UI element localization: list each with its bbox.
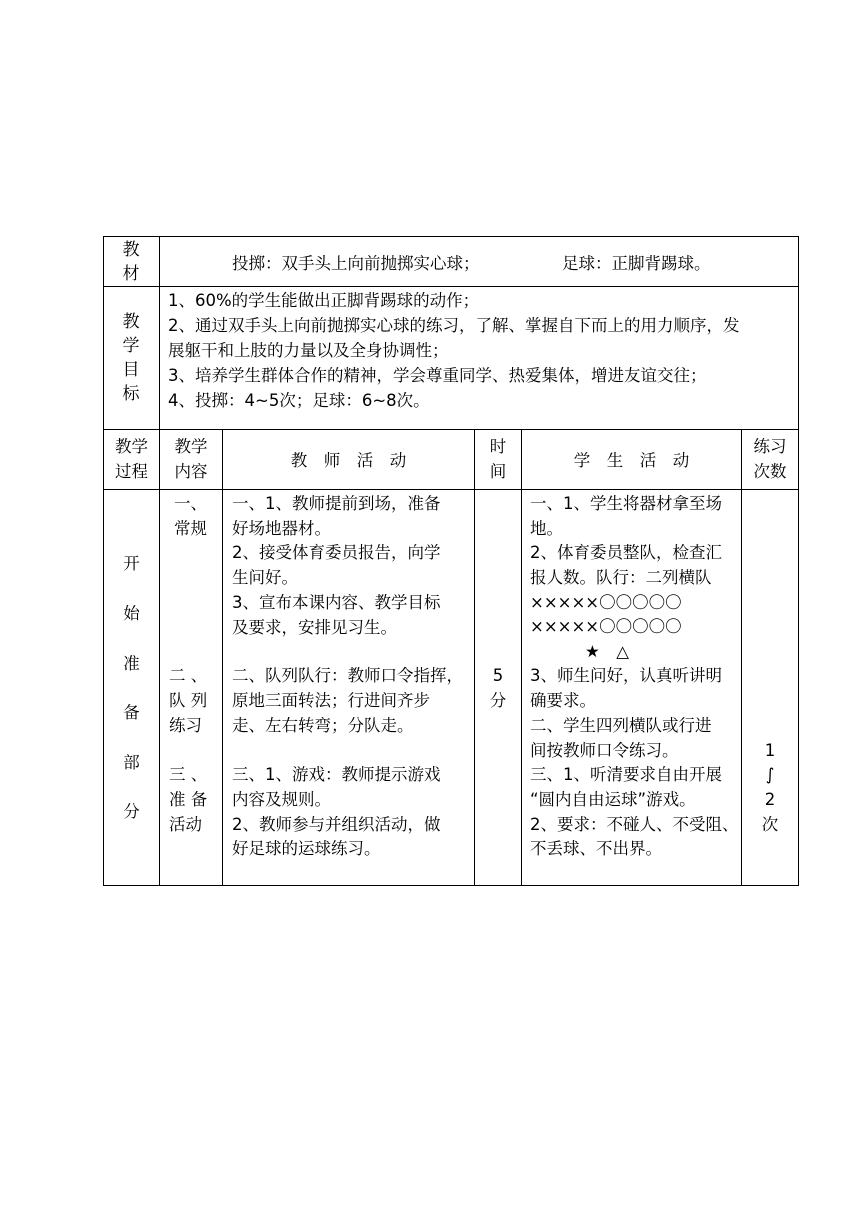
rule-top (103, 236, 799, 237)
rule-right (798, 236, 799, 886)
content-3-line-1: 三 、 (169, 765, 208, 784)
phase-char-1: 开 (123, 554, 140, 573)
header-process-1: 教学 (115, 437, 148, 456)
student-line-4: 报人数。队行：二列横队 (530, 568, 712, 587)
header-reps-2: 次数 (753, 462, 787, 481)
student-line-8: 3、师生问好，认真听讲明 (530, 666, 722, 685)
teacher-line-6: 及要求，安排见习生。 (232, 618, 397, 637)
goal-line-3: 展躯干和上肢的力量以及全身协调性； (168, 341, 449, 360)
teacher-line-4: 生问好。 (232, 568, 298, 587)
goal-line-1: 1、60%的学生能做出正脚背踢球的动作； (168, 291, 480, 310)
content-2-line-2: 队 列 (169, 691, 208, 710)
teacher-line-9: 走、左右转弯；分队走。 (232, 716, 414, 735)
content-2-line-3: 练习 (169, 716, 202, 735)
row-label-goals: 教学目标 (122, 312, 140, 404)
student-line-14: 2、要求：不碰人、不受阻、 (530, 815, 739, 834)
student-line-12: 三、1、听清要求自由开展 (530, 765, 722, 784)
teacher-line-13: 好足球的运球练习。 (232, 839, 381, 858)
goal-line-4: 3、培养学生群体合作的精神，学会尊重同学、热爱集体，增进友谊交往； (168, 366, 707, 385)
student-line-1: 一、1、学生将器材拿至场 (530, 494, 722, 513)
header-student: 学 生 活 动 (573, 451, 690, 470)
header-reps-1: 练习 (753, 437, 787, 456)
phase-char-5: 部 (123, 753, 140, 772)
row-label-material: 教材 (122, 240, 140, 284)
header-process-2: 过程 (115, 462, 148, 481)
goal-line-5: 4、投掷：4~5次；足球：6~8次。 (168, 391, 430, 410)
student-line-3: 2、体育委员整队，检查汇 (530, 543, 722, 562)
rule-bottom (103, 885, 799, 886)
material-football: 足球：正脚背踢球。 (562, 254, 711, 273)
teacher-line-3: 2、接受体育委员报告，向学 (232, 543, 441, 562)
goal-line-2: 2、通过双手头上向前抛掷实心球的练习，了解、掌握自下而上的用力顺序，发 (168, 316, 740, 335)
rule-col4 (521, 429, 522, 886)
student-line-2: 地。 (530, 519, 563, 538)
student-line-15: 不丢球、不出界。 (530, 839, 662, 858)
student-line-11: 间按教师口令练习。 (530, 741, 679, 760)
rule-col3 (474, 429, 475, 886)
content-1-line-2: 常规 (174, 519, 207, 538)
header-time-2: 间 (489, 462, 507, 481)
formation-row-2: ×××××〇〇〇〇〇 (530, 617, 682, 636)
rule-col2 (222, 429, 223, 886)
header-content-1: 教学 (174, 437, 208, 456)
teacher-line-11: 内容及规则。 (232, 790, 331, 809)
material-throw: 投掷：双手头上向前抛掷实心球； (232, 254, 480, 273)
phase-char-3: 准 (123, 654, 140, 673)
phase-char-4: 备 (123, 703, 140, 722)
reps-1: 1 (764, 741, 776, 760)
reps-4: 次 (761, 815, 779, 834)
teacher-line-7: 二、队列队行：教师口令指挥， (232, 666, 463, 685)
teacher-line-8: 原地三面转法；行进间齐步 (232, 691, 430, 710)
rule-3 (103, 489, 799, 490)
reps-2: ∫ (765, 765, 775, 784)
phase-char-2: 始 (123, 604, 140, 623)
content-1-line-1: 一、 (174, 494, 207, 513)
content-3-line-2: 准 备 (169, 790, 208, 809)
time-unit: 分 (489, 691, 507, 710)
student-line-13: “圆内自由运球”游戏。 (530, 790, 696, 809)
student-line-10: 二、学生四列横队或行进 (530, 716, 712, 735)
header-teacher: 教 师 活 动 (290, 451, 407, 470)
phase-char-6: 分 (123, 802, 140, 821)
header-content-2: 内容 (174, 462, 208, 481)
student-line-9: 确要求。 (530, 691, 596, 710)
teacher-line-2: 好场地器材。 (232, 519, 331, 538)
rule-col1 (159, 236, 160, 886)
teacher-line-1: 一、1、教师提前到场，准备 (232, 494, 441, 513)
teacher-line-12: 2、教师参与并组织活动，做 (232, 815, 441, 834)
teacher-line-5: 3、宣布本课内容、教学目标 (232, 593, 441, 612)
content-2-line-1: 二 、 (169, 666, 208, 685)
formation-row-1: ×××××〇〇〇〇〇 (530, 593, 682, 612)
rule-2 (103, 429, 799, 430)
formation-markers: ★ △ (585, 642, 629, 661)
teacher-line-10: 三、1、游戏：教师提示游戏 (232, 765, 441, 784)
time-value: 5 (492, 666, 504, 685)
header-time-1: 时 (489, 437, 507, 456)
reps-3: 2 (764, 790, 776, 809)
rule-1 (103, 286, 799, 287)
content-3-line-3: 活动 (169, 815, 202, 834)
